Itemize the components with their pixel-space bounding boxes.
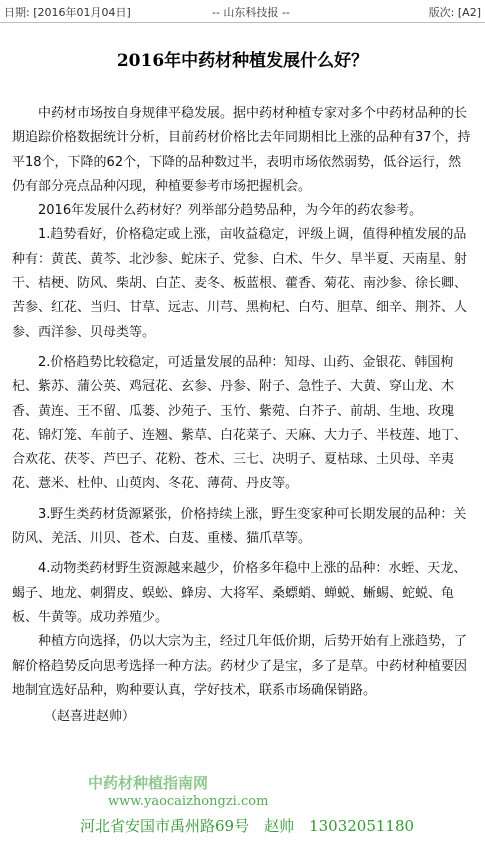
watermark-contact: 河北省安国市禹州路69号 赵帅 13032051180 <box>80 817 415 835</box>
article-paragraph: 2016年发展什么药材好？列举部分趋势品种，为今年的药农参考。 <box>38 203 423 219</box>
publish-date: 日期: [2016年01月04日] <box>4 6 131 19</box>
article-paragraph: 种植方向选择，仍以大宗为主，经过几年低价期，后势开始有上涨趋势，了解价格趋势反向思考选择一种方法。药材少了是宝，多了是草。中药材种植要因地制宜选好品种，购种要认真，学好技术，联系市场确保销路。 <box>12 634 468 698</box>
article-paragraph: 1.趋势看好，价格稳定或上涨，亩收益稳定，评级上调，值得种植发展的品种有：黄芪、黄芩、北沙参、蛇床子、党参、白术、牛夕、旱半夏、天南星、射干、桔梗、防风、柴胡、白芷、麦冬、板蓝根、藿香、菊花、南沙参、徐长卿、苦参、红花、当归、甘草、远志、川芎、黑枸杞、白芍、胆草、细辛、荆芥、人参、西洋参、贝母类等。 <box>12 227 468 340</box>
article-paragraph: 2.价格趋势比较稳定，可适量发展的品种：知母、山药、金银花、韩国枸杞、紫苏、蒲公英、鸡冠花、玄参、丹参、附子、急性子、大黄、穿山龙、木香、黄连、王不留、瓜蒌、沙苑子、玉竹、紫菀、白芥子、前胡、生地、玫瑰花、锦灯笼、车前子、连翘、紫草、白花菜子、天麻、大力子、半枝莲、地丁、合欢花、茯苓、芦巴子、花粉、苍术、三七、决明子、夏枯球、土贝母、辛夷花、薏米、杜仲、山萸肉、冬花、薄荷、丹皮等。 <box>12 354 468 492</box>
page-edition: 版次: [A2] <box>428 6 481 19</box>
newspaper-name: -- 山东科技报 -- <box>212 6 290 19</box>
newspaper-header <box>0 0 485 22</box>
article-byline: （赵喜进赵帅） <box>44 709 136 725</box>
article-body <box>12 102 472 729</box>
header-divider <box>0 22 485 23</box>
article-paragraph: 4.动物类药材野生资源越来越少，价格多年稳中上涨的品种：水蛭、天龙、蝎子、地龙、刺猬皮、蜈蚣、蜂房、大将军、桑螵蛸、蝉蜕、蜥蜴、蛇蜕、龟板、牛黄等。成功养殖少。 <box>12 561 467 625</box>
article-paragraph: 中药材市场按自身规律平稳发展。据中药材种植专家对多个中药材品种的长期追踪价格数据统计分析，目前药材价格比去年同期相比上涨的品种有37个，持平18个，下降的62个，下降的品种数过半，表明市场依然弱势，低谷运行，然仍有部分亮点品种闪现，种植要参考市场把握机会。 <box>12 106 471 194</box>
watermark-url: www.yaocaizhongzi.com <box>108 794 269 809</box>
watermark-site-name: 中药材种植指南网 <box>88 774 209 792</box>
article-paragraph: 3.野生类药材货源紧张，价格持续上涨，野生变家种可长期发展的品种：关防风、羌活、川贝、苍术、白芨、重楼、猫爪草等。 <box>12 506 467 547</box>
article-title: 2016年中药材种植发展什么好？ <box>116 51 369 71</box>
